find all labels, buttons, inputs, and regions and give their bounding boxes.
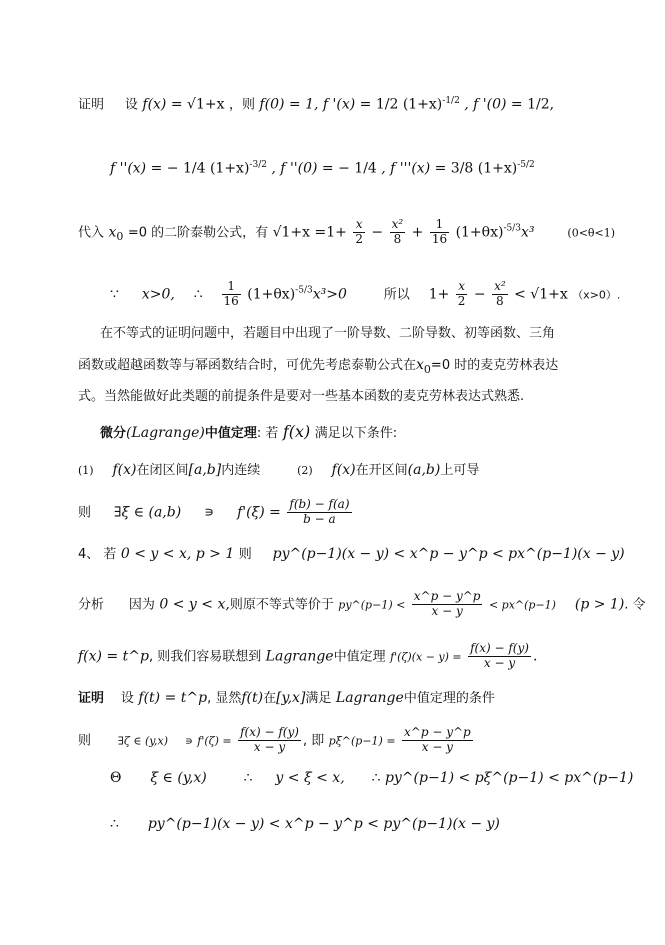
analysis-text3: , 则我们容易联想到: [148, 649, 262, 665]
problem4-label: 4、 若: [78, 547, 117, 562]
proof2-then: 则: [78, 733, 92, 749]
f2-0-val: 1/4: [354, 160, 377, 177]
proof2-line4: [110, 816, 500, 833]
taylor-text2: =0 的二阶泰勒公式，有: [127, 225, 269, 241]
analysis-end: . 令: [624, 597, 646, 613]
proof2-chain: py^(p−1) < pξ^(p−1) < px^(p−1): [384, 770, 634, 786]
proof2-line1: [78, 690, 495, 707]
frac-1-over-16: $\frac{1}{16}$: [431, 217, 448, 246]
half: 1/2: [375, 96, 399, 113]
problem4-line: [78, 546, 625, 563]
proof2-fprime: f'(ζ) =: [197, 734, 232, 748]
therefore-symbol: ∴: [193, 286, 203, 303]
f3-tail: (1+x): [477, 160, 518, 177]
f2-tail: (1+x): [209, 160, 250, 177]
lagrange-title: 微分: [100, 426, 127, 441]
para-line2-b: =0 时的麦克劳林表达: [430, 358, 559, 373]
analysis-fdef: f(x) = t^p: [78, 648, 149, 665]
taylor-minus: −: [371, 224, 384, 241]
frac-x2-over-8: $\frac{\text{x²}}{8}$: [391, 217, 404, 246]
analysis-line2: [78, 642, 537, 671]
taylor-x0: x: [108, 224, 117, 241]
proof2-pz: pξ^(p−1) =: [328, 734, 396, 748]
f1-0: , f '(0) =: [464, 96, 523, 113]
proof2-set: 设: [120, 691, 134, 706]
proof2-int: [y,x]: [276, 690, 306, 706]
since-symbol: ∵: [110, 286, 119, 303]
frac-proof2: $\frac{f(x) - f(y)}{x - y}$: [240, 725, 299, 754]
f1-lhs: f '(x) =: [322, 96, 372, 113]
f1-0-val: 1/2: [527, 96, 550, 113]
proof2-xi-in: ξ ∈ (y,x): [150, 770, 207, 786]
proof2-ft: f(t): [241, 690, 264, 706]
proof2-text2: 在: [263, 691, 277, 706]
lagrange-fx: f(x): [282, 422, 311, 441]
para-line1: 在不等式的证明问题中，若题目中出现了一阶导数、二阶导数、初等函数、三角: [100, 326, 556, 341]
analysis-lagrange: Lagrange: [265, 648, 334, 665]
x-positive: x>0,: [141, 286, 175, 303]
cond1-num: (1): [78, 464, 94, 477]
taylor-x0-sub: 0: [116, 230, 124, 244]
lagrange-conditions: [78, 462, 479, 479]
f0: f(0) = 1,: [259, 96, 319, 113]
analysis-text4: 中值定理: [333, 649, 386, 665]
because-exp: -5/3: [295, 285, 313, 296]
f2-exp: -3/2: [249, 160, 267, 170]
frac-x-over-2: $\frac{x}{2}$: [355, 217, 363, 246]
analysis-line1: [78, 590, 646, 619]
proof2-exists: ∃ζ ∈ (y,x): [117, 734, 169, 748]
cond1-fx: f(x): [112, 462, 137, 478]
f2-0: , f ''(0) = −: [271, 160, 350, 177]
analysis-lhs: py^(p−1) <: [338, 598, 406, 612]
analysis-rhs: < px^(p−1): [488, 598, 556, 612]
such-that: ∍: [204, 504, 215, 521]
because-cond: （x>0）.: [572, 288, 621, 302]
then-text: 则: [78, 505, 92, 521]
because-tail: x³>0: [312, 286, 347, 303]
proof2-st: ∍: [184, 734, 193, 748]
cond1-end: 内连续: [221, 463, 261, 478]
lagrange-colon: : 若: [256, 426, 279, 441]
frac-x-half: $\frac{x}{2}$: [457, 279, 466, 308]
frac-proof2b: $\frac{x\^{}p - y\^{}p}{x - y}$: [404, 725, 471, 754]
theta-exp: -5/3: [503, 223, 521, 234]
set-text: 设: [124, 97, 138, 113]
analysis-p: (p > 1): [574, 596, 625, 613]
analysis-text2: 则原不等式等价于: [229, 597, 334, 613]
lagrange-title-line: [100, 422, 397, 442]
para-x0: x: [416, 357, 424, 373]
proof2-label: 证明: [78, 691, 105, 706]
lagrange-title2: 中值定理: [204, 426, 257, 441]
cond2-num: (2): [297, 464, 313, 477]
lagrange-cond: 满足以下条件:: [314, 426, 398, 441]
para-line2-a: 函数或超越函数等与幂函数结合时，可优先考虑泰勒公式在: [78, 358, 417, 373]
problem4-then: 则: [238, 547, 252, 562]
ineq-c: < √1+x: [514, 286, 568, 303]
cond2-fx: f(x): [331, 462, 356, 478]
proof2-text1: , 显然: [207, 691, 242, 706]
proof2-final: py^(p−1)(x − y) < x^p − y^p < py^(p−1)(x − y): [147, 816, 500, 832]
proof2-since: Θ: [110, 770, 122, 786]
proof2-text4: 中值定理的条件: [403, 691, 495, 706]
f-prime-xi: f'(ξ) =: [237, 504, 281, 521]
proof1-line2: [110, 160, 535, 177]
proof2-thus2: ∴: [371, 770, 381, 786]
problem4-ineq: py^(p−1)(x − y) < x^p − y^p < px^(p−1)(x − y): [272, 546, 625, 562]
proof2-text3: 满足: [305, 691, 332, 706]
taylor-text1: 代入: [78, 225, 105, 241]
f1-exp: -1/2: [442, 96, 460, 106]
ineq-b: −: [473, 286, 486, 303]
proof2-fdef: f(t) = t^p: [138, 690, 208, 706]
proof2-xi-ineq: y < ξ < x,: [275, 770, 345, 786]
taylor-sqrt: √1+x: [272, 224, 311, 241]
theta-term: (1+θx): [455, 224, 504, 241]
proof2-thus3: ∴: [110, 816, 119, 832]
f1-tail: (1+x): [402, 96, 443, 113]
cond1-text: 在闭区间: [136, 463, 189, 478]
frac-lagrange: $\frac{f(b) - f(a)}{b - a}$: [289, 497, 350, 526]
cond1-int: [a,b]: [188, 462, 222, 478]
proof2-line2: [78, 726, 475, 755]
problem4-cond: 0 < y < x, p > 1: [120, 546, 235, 562]
proof2-lagrange: Lagrange: [335, 690, 404, 706]
proof2-thus1: ∴: [243, 770, 253, 786]
analysis-text1: 因为: [128, 597, 155, 613]
then-text: ，则: [228, 97, 255, 113]
exists-xi: ∃ξ ∈ (a,b): [113, 504, 182, 521]
analysis-dot: .: [532, 648, 538, 665]
para-x0-sub: 0: [423, 362, 431, 376]
lagrange-conclusion: [78, 498, 354, 527]
because-term: (1+θx): [247, 286, 296, 303]
so-text: 所以: [383, 287, 410, 303]
cond2-int: (a,b): [407, 462, 441, 478]
taylor-plus: +: [411, 224, 424, 241]
frac-x2-8: $\frac{\text{x²}}{8}$: [494, 279, 506, 308]
taylor-line: [78, 218, 615, 247]
because-line: [110, 280, 620, 309]
proof2-line3: [110, 770, 633, 787]
analysis-mvt: f'(ζ)(x − y) =: [390, 650, 462, 664]
analysis-label: 分析: [78, 597, 105, 613]
para-line2: [78, 357, 558, 376]
three-eighth: 3/8: [450, 160, 474, 177]
frac-mvt: $\frac{f(x) - f(y)}{x - y}$: [470, 641, 529, 670]
frac-because-1-16: $\frac{1}{16}$: [223, 279, 239, 308]
proof1-line1: 证明 设 f(x) = √1+x ，则 f(0) = 1, f '(x) = 1/2 $(1+x)^{-1/2}$ , f '(0) = 1/2,: [78, 96, 555, 113]
quarter: 1/4: [182, 160, 206, 177]
lagrange-paren: (Lagrange): [126, 425, 205, 441]
ineq-a: 1+: [428, 286, 450, 303]
f3-lhs: , f '''(x) =: [381, 160, 447, 177]
proof1-label: 证明: [78, 97, 105, 113]
taylor-eq: =1+: [314, 224, 347, 241]
analysis-cond: 0 < y < x,: [159, 596, 230, 613]
f2-lhs: f ''(x) = −: [110, 160, 179, 177]
cond2-text: 在开区间: [355, 463, 408, 478]
para-line3: 式。当然能做好此类题的前提条件是要对一些基本函数的麦克劳林表达式熟悉.: [78, 389, 525, 404]
f-def-lhs: f(x) =: [142, 96, 188, 113]
theta-cond: (0<θ<1): [567, 226, 616, 240]
f3-exp: -5/2: [517, 160, 535, 170]
x3-term: x³: [520, 224, 535, 241]
cond2-end: 上可导: [440, 463, 480, 478]
f-def-rhs: √1+x: [187, 96, 225, 113]
proof2-ie: , 即: [302, 733, 325, 749]
frac-analysis: $\frac{x\^{}p - y\^{}p}{x - y}$: [413, 589, 481, 618]
